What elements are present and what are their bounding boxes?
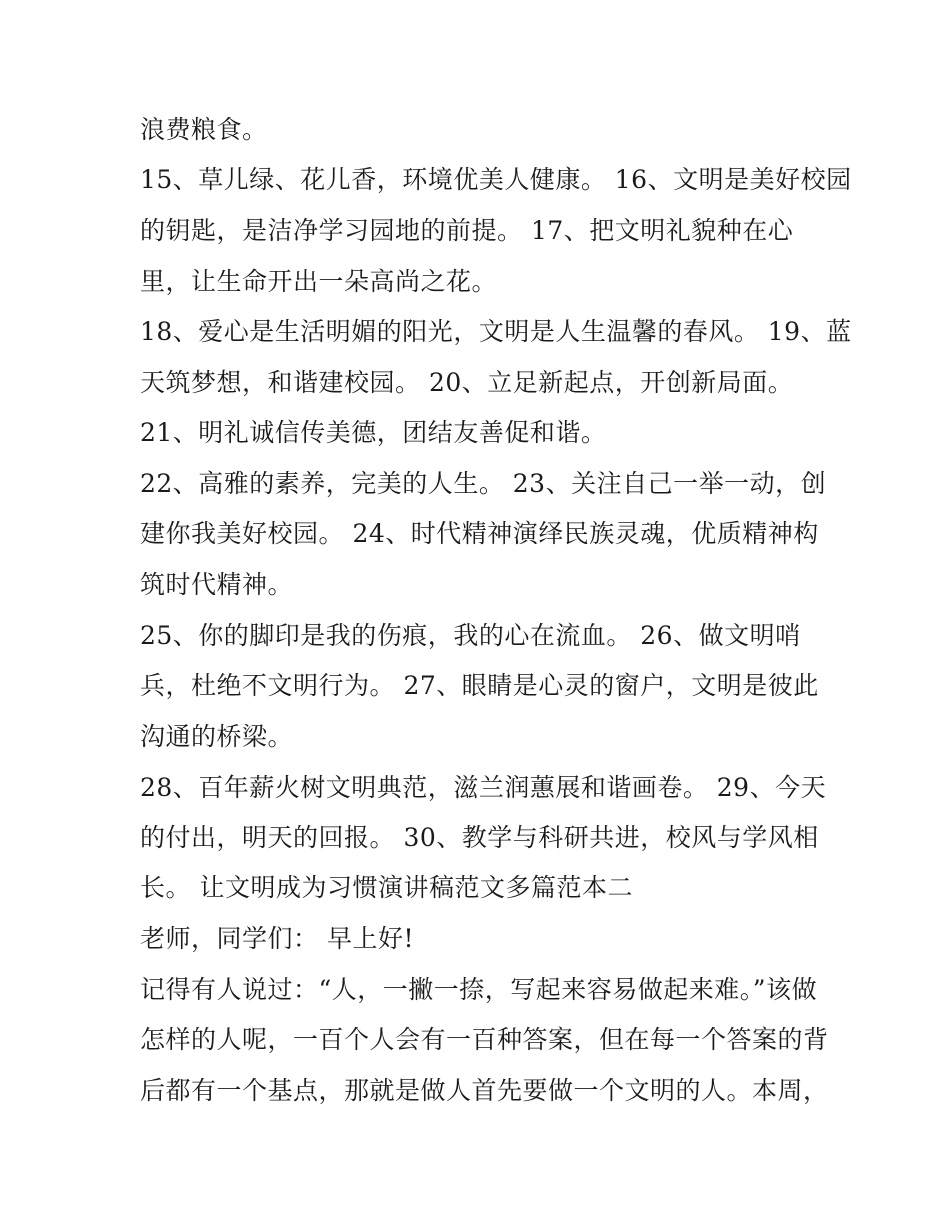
- text-line: 怎样的人呢，一百个人会有一百种答案，但在每一个答案的背: [140, 1025, 829, 1054]
- text-line: 浪费粮食。: [140, 115, 268, 144]
- text-line: 长。 让文明成为习惯演讲稿范文多篇范本二: [140, 873, 633, 902]
- text-line: 建你我美好校园。 24、时代精神演绎民族灵魂，优质精神构: [140, 519, 819, 548]
- text-line: 记得有人说过：“人，一撇一捺，写起来容易做起来难。”该做: [140, 975, 818, 1004]
- text-line: 28、百年薪火树文明典范，滋兰润蕙展和谐画卷。 29、今天: [140, 773, 827, 802]
- text-line: 兵，杜绝不文明行为。 27、眼睛是心灵的窗户，文明是彼此: [140, 671, 819, 700]
- text-line: 的钥匙，是洁净学习园地的前提。 17、把文明礼貌种在心: [140, 216, 794, 245]
- text-line: 21、明礼诚信传美德，团结友善促和谐。: [140, 418, 607, 447]
- text-line: 的付出，明天的回报。 30、教学与科研共进，校风与学风相: [140, 823, 819, 852]
- text-line: 老师，同学们： 早上好!: [140, 924, 414, 953]
- text-line: 25、你的脚印是我的伤痕，我的心在流血。 26、做文明哨: [140, 621, 801, 650]
- text-line: 22、高雅的素养，完美的人生。 23、关注自己一举一动，创: [140, 469, 827, 498]
- text-line: 里，让生命开出一朵高尚之花。: [140, 267, 498, 296]
- text-line: 15、草儿绿、花儿香，环境优美人健康。 16、文明是美好校园: [140, 165, 852, 194]
- text-line: 天筑梦想，和谐建校园。 20、立足新起点，开创新局面。: [140, 368, 794, 397]
- text-line: 筑时代精神。: [140, 570, 294, 599]
- text-line: 18、爱心是生活明媚的阳光，文明是人生温馨的春风。 19、蓝: [140, 317, 852, 346]
- text-line: 后都有一个基点，那就是做人首先要做一个文明的人。本周，: [140, 1076, 829, 1105]
- text-line: 沟通的桥梁。: [140, 722, 294, 751]
